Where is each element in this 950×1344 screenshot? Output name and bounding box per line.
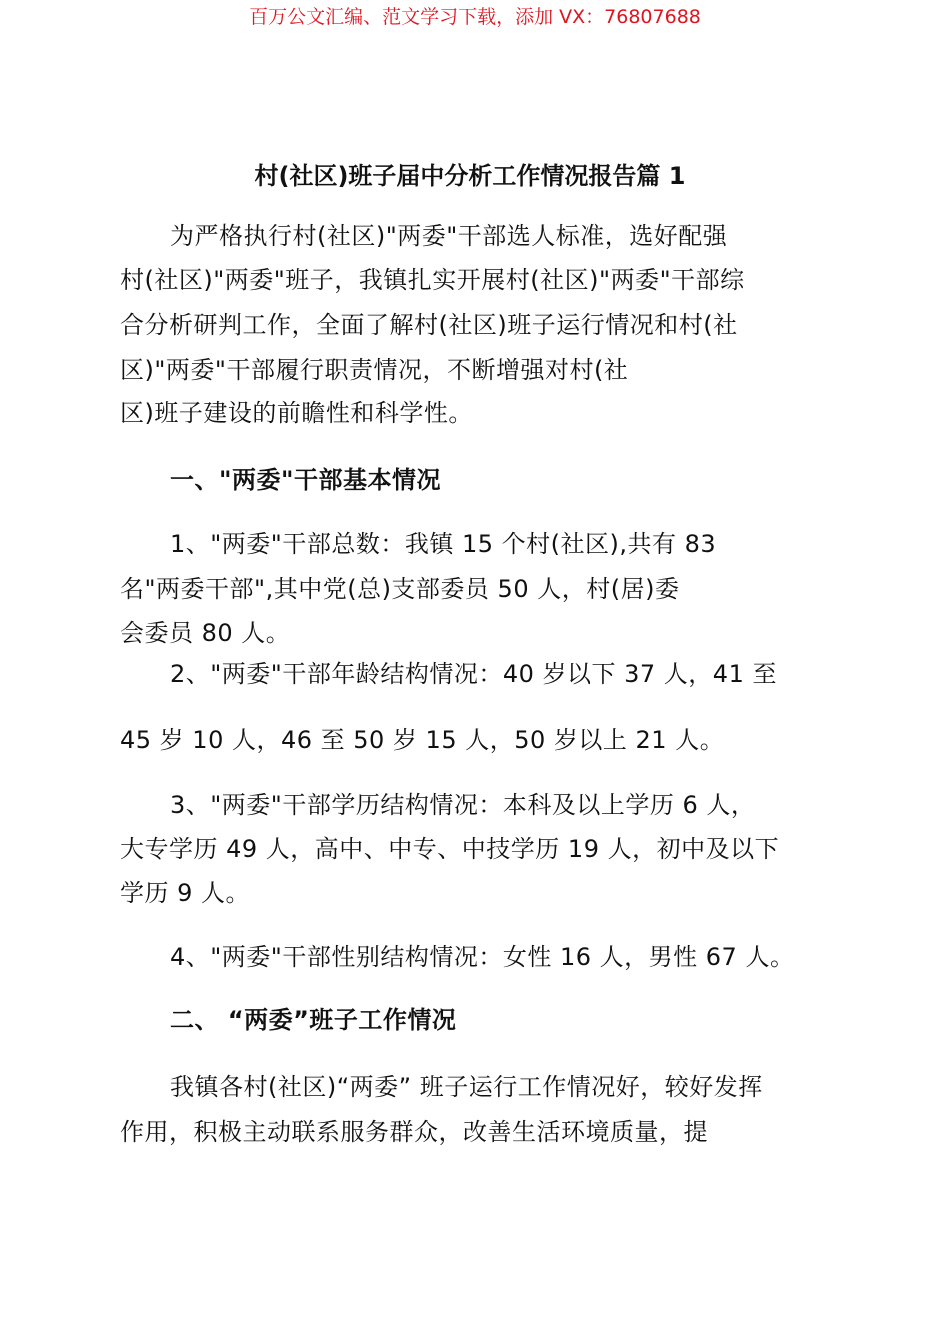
paragraph-line: 我镇各村(社区)“两委” 班子运行工作情况好，较好发挥 (170, 1073, 763, 1101)
watermark-banner: 百万公文汇编、范文学习下载，添加 VX：76807688 (249, 6, 701, 28)
paragraph-line: 名"两委干部",其中党(总)支部委员 50 人，村(居)委 (120, 575, 680, 603)
paragraph-line: 4、"两委"干部性别结构情况：女性 16 人，男性 67 人。 (170, 943, 795, 971)
paragraph-line: 合分析研判工作，全面了解村(社区)班子运行情况和村(社 (120, 311, 738, 339)
paragraph-line: 为严格执行村(社区)"两委"干部选人标准，选好配强 (170, 222, 728, 250)
document-title: 村(社区)班子届中分析工作情况报告篇 1 (254, 162, 686, 190)
paragraph-line: 1、"两委"干部总数：我镇 15 个村(社区),共有 83 (170, 530, 717, 558)
paragraph-line: 3、"两委"干部学历结构情况：本科及以上学历 6 人， (170, 791, 756, 819)
section-heading: 一、"两委"干部基本情况 (170, 466, 442, 494)
paragraph-line: 大专学历 49 人，高中、中专、中技学历 19 人，初中及以下 (120, 835, 780, 863)
paragraph-line: 45 岁 10 人，46 至 50 岁 15 人，50 岁以上 21 人。 (120, 726, 725, 754)
paragraph-line: 会委员 80 人。 (120, 619, 291, 647)
paragraph-line: 学历 9 人。 (120, 879, 251, 907)
paragraph-line: 区)班子建设的前瞻性和科学性。 (120, 399, 473, 427)
paragraph-line: 区)"两委"干部履行职责情况，不断增强对村(社 (120, 356, 629, 384)
paragraph-line: 村(社区)"两委"班子，我镇扎实开展村(社区)"两委"干部综 (120, 266, 745, 294)
paragraph-line: 2、"两委"干部年龄结构情况：40 岁以下 37 人，41 至 (170, 660, 777, 688)
paragraph-line: 作用，积极主动联系服务群众，改善生活环境质量，提 (120, 1118, 708, 1146)
section-heading: 二、 “两委”班子工作情况 (170, 1006, 457, 1034)
